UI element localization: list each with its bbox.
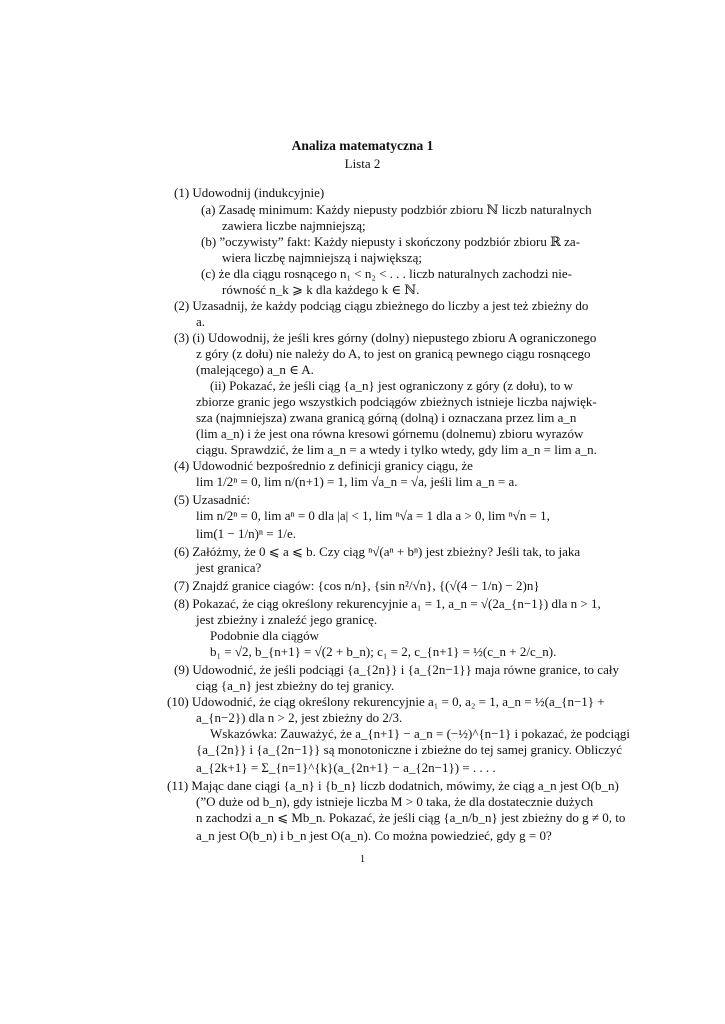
text-line: Podobnie dla ciągów [210, 628, 320, 643]
text-line: Wskazówka: Zauważyć, że a_{n+1} − a_n = (−½)^{n−1} i pokazać, że podciągi [210, 726, 630, 741]
text-line: (5) Uzasadnić: [174, 492, 251, 507]
text-line: równość n_k ⩾ k dla każdego k ∈ ℕ. [222, 282, 420, 297]
text-line: (4) Udowodnić bezpośrednio z definicji granicy ciągu, że [174, 458, 473, 473]
text-line: (a) Zasadę minimum: Każdy niepusty podzbiór zbioru ℕ liczb naturalnych [201, 202, 592, 217]
text-line: (”O duże od b_n), gdy istnieje liczba M > 0 taka, że dla dostatecznie dużych [196, 794, 594, 809]
text-line: zbiorze granic jego wszystkich podciągów zbieżnych istnieje liczba najwięk- [196, 394, 597, 409]
text-line: jest granica? [196, 560, 262, 575]
text-line: (b) ”oczywisty” fakt: Każdy niepusty i skończony podzbiór zbioru ℝ za- [201, 234, 581, 249]
text-line: (malejącego) a_n ∈ A. [196, 362, 314, 377]
text-line: {a_{2n}} i {a_{2n−1}} są monotoniczne i zbieżne do tej samej granicy. Obliczyć [196, 742, 623, 757]
text-line: (7) Znajdź granice ciagów: {cos n/n}, {sin n²/√n}, {(√(4 − 1/n) − 2)n} [174, 578, 540, 593]
text-line: b₁ = √2, b_{n+1} = √(2 + b_n); c₁ = 2, c_{n+1} = ½(c_n + 2/c_n). [210, 644, 557, 659]
text-line: zawiera liczbe najmniejszą; [222, 218, 366, 233]
text-line: (c) że dla ciągu rosnącego n₁ < n₂ < . . . liczb naturalnych zachodzi nie- [201, 266, 572, 281]
page-title: Analiza matematyczna 1 [291, 138, 434, 153]
text-line: a. [196, 314, 206, 329]
text-line: (9) Udowodnić, że jeśli podciągi {a_{2n}} i {a_{2n−1}} maja równe granice, to cały [174, 662, 619, 677]
text-line: ciągu. Sprawdzić, że lim a_n = a wtedy i tylko wtedy, gdy lim a_n = lim a_n. [196, 442, 597, 457]
page-subtitle: Lista 2 [344, 156, 381, 171]
page-number: 1 [359, 853, 366, 865]
text-line: z góry (z dołu) nie należy do A, to jest on granicą pewnego ciągu rosnącego [196, 346, 591, 361]
text-line: (8) Pokazać, że ciąg określony rekurencyjnie a₁ = 1, a_n = √(2a_{n−1}) dla n > 1, [174, 596, 601, 611]
text-line: a_n jest O(b_n) i b_n jest O(a_n). Co można powiedzieć, gdy g = 0? [196, 828, 552, 843]
text-line: n zachodzi a_n ⩽ Mb_n. Pokazać, że jeśli ciąg {a_n/b_n} jest zbieżny do g ≠ 0, to [196, 810, 626, 825]
text-line: (ii) Pokazać, że jeśli ciąg {a_n} jest ograniczony z góry (z dołu), to w [210, 378, 573, 393]
text-line: ciąg {a_n} jest zbieżny do tej granicy. [196, 678, 395, 693]
text-line: (2) Uzasadnij, że każdy podciąg ciągu zbieżnego do liczby a jest też zbieżny do [174, 298, 589, 313]
text-line: (1) Udowodnij (indukcyjnie) [174, 185, 325, 200]
text-line: (lim a_n) i że jest ona równa kresowi górnemu (dolnemu) zbioru wyrazów [196, 426, 584, 441]
text-line: sza (najmniejsza) zwana granicą górną (dolną) i oznaczana przez lim a_n [196, 410, 577, 425]
text-line: (11) Mając dane ciągi {a_n} i {b_n} liczb dodatnich, mówimy, że ciąg a_n jest O(b_n) [167, 778, 619, 793]
text-line: lim 1/2ⁿ = 0, lim n/(n+1) = 1, lim √a_n = √a, jeśli lim a_n = a. [196, 474, 518, 489]
text-line: lim(1 − 1/n)ⁿ = 1/e. [196, 526, 296, 541]
text-line: (6) Załóżmy, że 0 ⩽ a ⩽ b. Czy ciąg ⁿ√(aⁿ + bⁿ) jest zbieżny? Jeśli tak, to jaka [174, 544, 581, 559]
text-line: wiera liczbę najmniejszą i największą; [222, 250, 422, 265]
text-line: (10) Udowodnić, że ciąg określony rekurencyjnie a₁ = 0, a₂ = 1, a_n = ½(a_{n−1} + [167, 694, 605, 709]
text-line: a_{n−2}) dla n > 2, jest zbieżny do 2/3. [196, 710, 403, 725]
text-line: (3) (i) Udowodnij, że jeśli kres górny (dolny) niepustego zbioru A ograniczonego [174, 330, 597, 345]
text-line: a_{2k+1} = Σ_{n=1}^{k}(a_{2n+1} − a_{2n−1}) = . . . . [196, 760, 496, 775]
text-line: lim n/2ⁿ = 0, lim aⁿ = 0 dla |a| < 1, lim ⁿ√a = 1 dla a > 0, lim ⁿ√n = 1, [196, 508, 550, 523]
text-line: jest zbieżny i znaleźć jego granicę. [196, 612, 378, 627]
